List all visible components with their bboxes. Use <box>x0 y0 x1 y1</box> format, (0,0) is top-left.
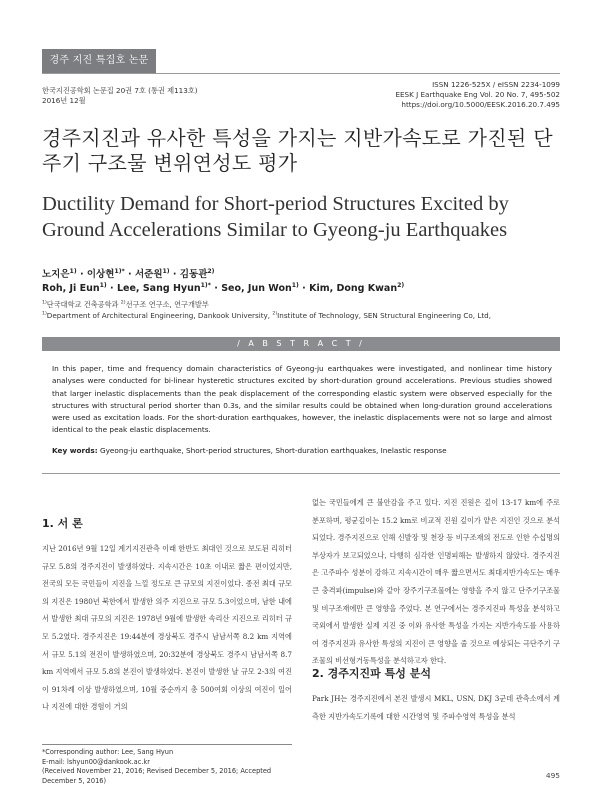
right-column <box>312 494 560 670</box>
author-name: Lee, Sang Hyun <box>116 283 201 294</box>
author-mark: 1) <box>162 267 170 275</box>
author-separator: · <box>210 283 222 294</box>
section-1-paragraph: 지난 2016년 9월 12일 계기지진관측 이래 한반도 최대인 것으로 보도된 리히터 규모 5.8의 경주지진이 발생하였다. 지속시간은 10초 이내로 짧은 편이었지만, 전국의 모든 국민들이 지진을 느낄 정도로 큰 규모의 지진이었다. 종전 최대 규모의 지진은 1980년 북한에서 발생한 의주 지진으로 규모 5.3이었으며, 남한 내에서 발생한 최대 규모의 지진은 1978년 9월에 발생한 속리산 지진으로 리히터 규모 5.2였다. 경주지진은 19:44분에 경상북도 경주시 남남서쪽 8.2 km 지역에서 규모 5.1의 전진이 발생하였으며, 20:32분에 경상북도 경주시 남남서쪽 8.7 km 지역에서 규모 5.8의 본진이 발생하였다. 본진이 발생한 날 규모 2-3의 여진이 91차례 이상 발생하였으며, 10월 중순까지 총 500여회 이상의 여진이 일어나 지진에 대한 경험이 거의 <box>42 544 292 712</box>
received-dates: (Received November 21, 2016; Revised December 5, 2016; Accepted December 5, 2016) <box>42 767 272 786</box>
affiliations-english <box>42 311 491 320</box>
keywords <box>52 445 552 456</box>
author-mark: 1)* <box>200 281 211 289</box>
keywords-label: Key words: <box>52 446 98 455</box>
publication-date-ko: 2016년 12월 <box>42 96 86 105</box>
journal-info-en <box>395 80 560 110</box>
affiliations-korean <box>42 300 209 310</box>
section-2-heading: 2. 경주지진파 특성 분석 <box>312 667 431 680</box>
author-name: 김동관 <box>179 269 208 280</box>
affil-text: Department of Architectural Engineering, Dankook University, <box>46 311 273 320</box>
author-email[interactable]: E-mail: lshyun00@dankook.ac.kr <box>42 757 150 766</box>
section-2-body <box>312 690 560 725</box>
corresponding-author: *Corresponding author: Lee, Sang Hyun <box>42 748 174 756</box>
affil-text: Institute of Technology, SEN Structural Engineering Co, Ltd, <box>277 311 492 320</box>
journal-name-ko: 한국지진공학회 논문집 20권 7호 (통권 제113호) <box>42 86 198 95</box>
author-name: Roh, Ji Eun <box>42 283 100 294</box>
section-1-paragraph-cont: 없는 국민들에게 큰 불안감을 주고 있다. 지진 진원은 깊이 13-17 km에 주로 분포하며, 평균깊이는 15.2 km로 비교적 진원 깊이가 얕은 지진인 것으로 분석되었다. 경주지진으로 인해 신발장 및 천장 등 비구조재의 전도로 인한 수십명의 부상자가 보고되었으나, 다행히 심각한 인명피해는 발생하지 않았다. 경주지진은 고주파수 성분이 강하고 지속시간이 매우 짧으면서도 최대지반가속도는 매우 큰 충격파(impulse)와 같아 장주기구조물에는 영향을 주지 않고 단주기구조물 및 비구조재에만 큰 영향을 주었다. 본 연구에서는 경주지진파 특성을 분석하고 국외에서 발생한 실제 지진 중 이와 유사한 특성을 가지는 지반가속도를 사용하여 경주지진과 유사한 특성의 지진이 큰 영향을 줄 것으로 예상되는 극단주기 구조물의 비선형거동특성을 분석하고자 한다. <box>312 498 560 666</box>
title-english: Ductility Demand for Short-period Structures Excited by Ground Accelerations Similar to Gyeong-ju Earthquakes <box>42 193 509 241</box>
issn: ISSN 1226-525X / eISSN 2234-1099 <box>432 80 560 89</box>
author-mark: 1) <box>99 281 107 289</box>
doi-link[interactable]: https://doi.org/10.5000/EESK.2016.20.7.495 <box>401 100 560 109</box>
section-1-heading: 1. 서 론 <box>42 517 83 530</box>
title-korean: 경주지진과 유사한 특성을 가지는 지반가속도로 가진된 단주기 구조물 변위연성도 평가 <box>42 126 553 175</box>
author-name: Kim, Dong Kwan <box>309 283 398 294</box>
affil-mark: 1) <box>42 300 47 306</box>
author-mark: 1) <box>291 281 299 289</box>
page-number: 495 <box>545 771 560 780</box>
author-name: 노지은 <box>42 269 70 280</box>
affil-text: 선구조 연구소, 연구개발부 <box>125 300 209 309</box>
abstract-rule <box>42 473 560 474</box>
affil-mark: 1) <box>42 311 47 317</box>
author-separator: · <box>124 269 135 280</box>
author-mark: 1) <box>69 267 77 275</box>
journal-info-ko <box>42 86 198 106</box>
author-mark: 2) <box>397 281 405 289</box>
author-mark: 1)* <box>114 267 125 275</box>
authors-korean <box>42 266 214 280</box>
abstract-text: In this paper, time and frequency domain characteristics of Gyeong-ju earthquakes were investigated, and nonlinear time history analyses were conducted for bi-linear hysteretic structures excited by short-duration ground accelerations. Previous studies showed that larger inelastic displacements than the peak displacement of the corresponding elastic system were observed especially for the structures with structural period shorter than 0.3s, and the similar results could be obtained when long-duration ground accelerations were used as excitation loads. For the short-duration earthquakes, however, the inelastic displacements were not so large and almost identical to the peak elastic displacements. <box>52 364 552 435</box>
abstract-label: / A B S T R A C T / <box>237 339 365 348</box>
footnote <box>42 748 292 787</box>
author-mark: 2) <box>207 267 215 275</box>
author-name: Seo, Jun Won <box>221 283 292 294</box>
author-name: 이상현 <box>86 269 115 280</box>
affil-mark: 2) <box>120 300 126 306</box>
section-2-paragraph: Park JH는 경주지진에서 본진 발생시 MKL, USN, DKJ 3군데 관측소에서 계측한 지반가속도기록에 대한 시간영역 및 주파수영역 특성을 분석 <box>312 694 560 721</box>
author-separator: · <box>298 283 310 294</box>
affil-mark: 2) <box>272 311 278 317</box>
author-separator: · <box>106 283 117 294</box>
header-rule <box>42 73 560 74</box>
keywords-list: Gyeong-ju earthquake, Short-period structures, Short-duration earthquakes, Inelastic response <box>99 446 447 455</box>
journal-name-en: EESK J Earthquake Eng Vol. 20 No. 7, 495-502 <box>395 90 560 99</box>
author-separator: · <box>76 269 87 280</box>
authors-english <box>42 283 404 294</box>
author-separator: · <box>169 269 180 280</box>
footnote-rule <box>42 744 292 745</box>
affil-text: 단국대학교 건축공학과 <box>46 300 121 309</box>
special-issue-tag: 경주 지진 특집호 논문 <box>42 49 156 73</box>
author-name: 서준원 <box>134 269 163 280</box>
left-column <box>42 540 292 716</box>
